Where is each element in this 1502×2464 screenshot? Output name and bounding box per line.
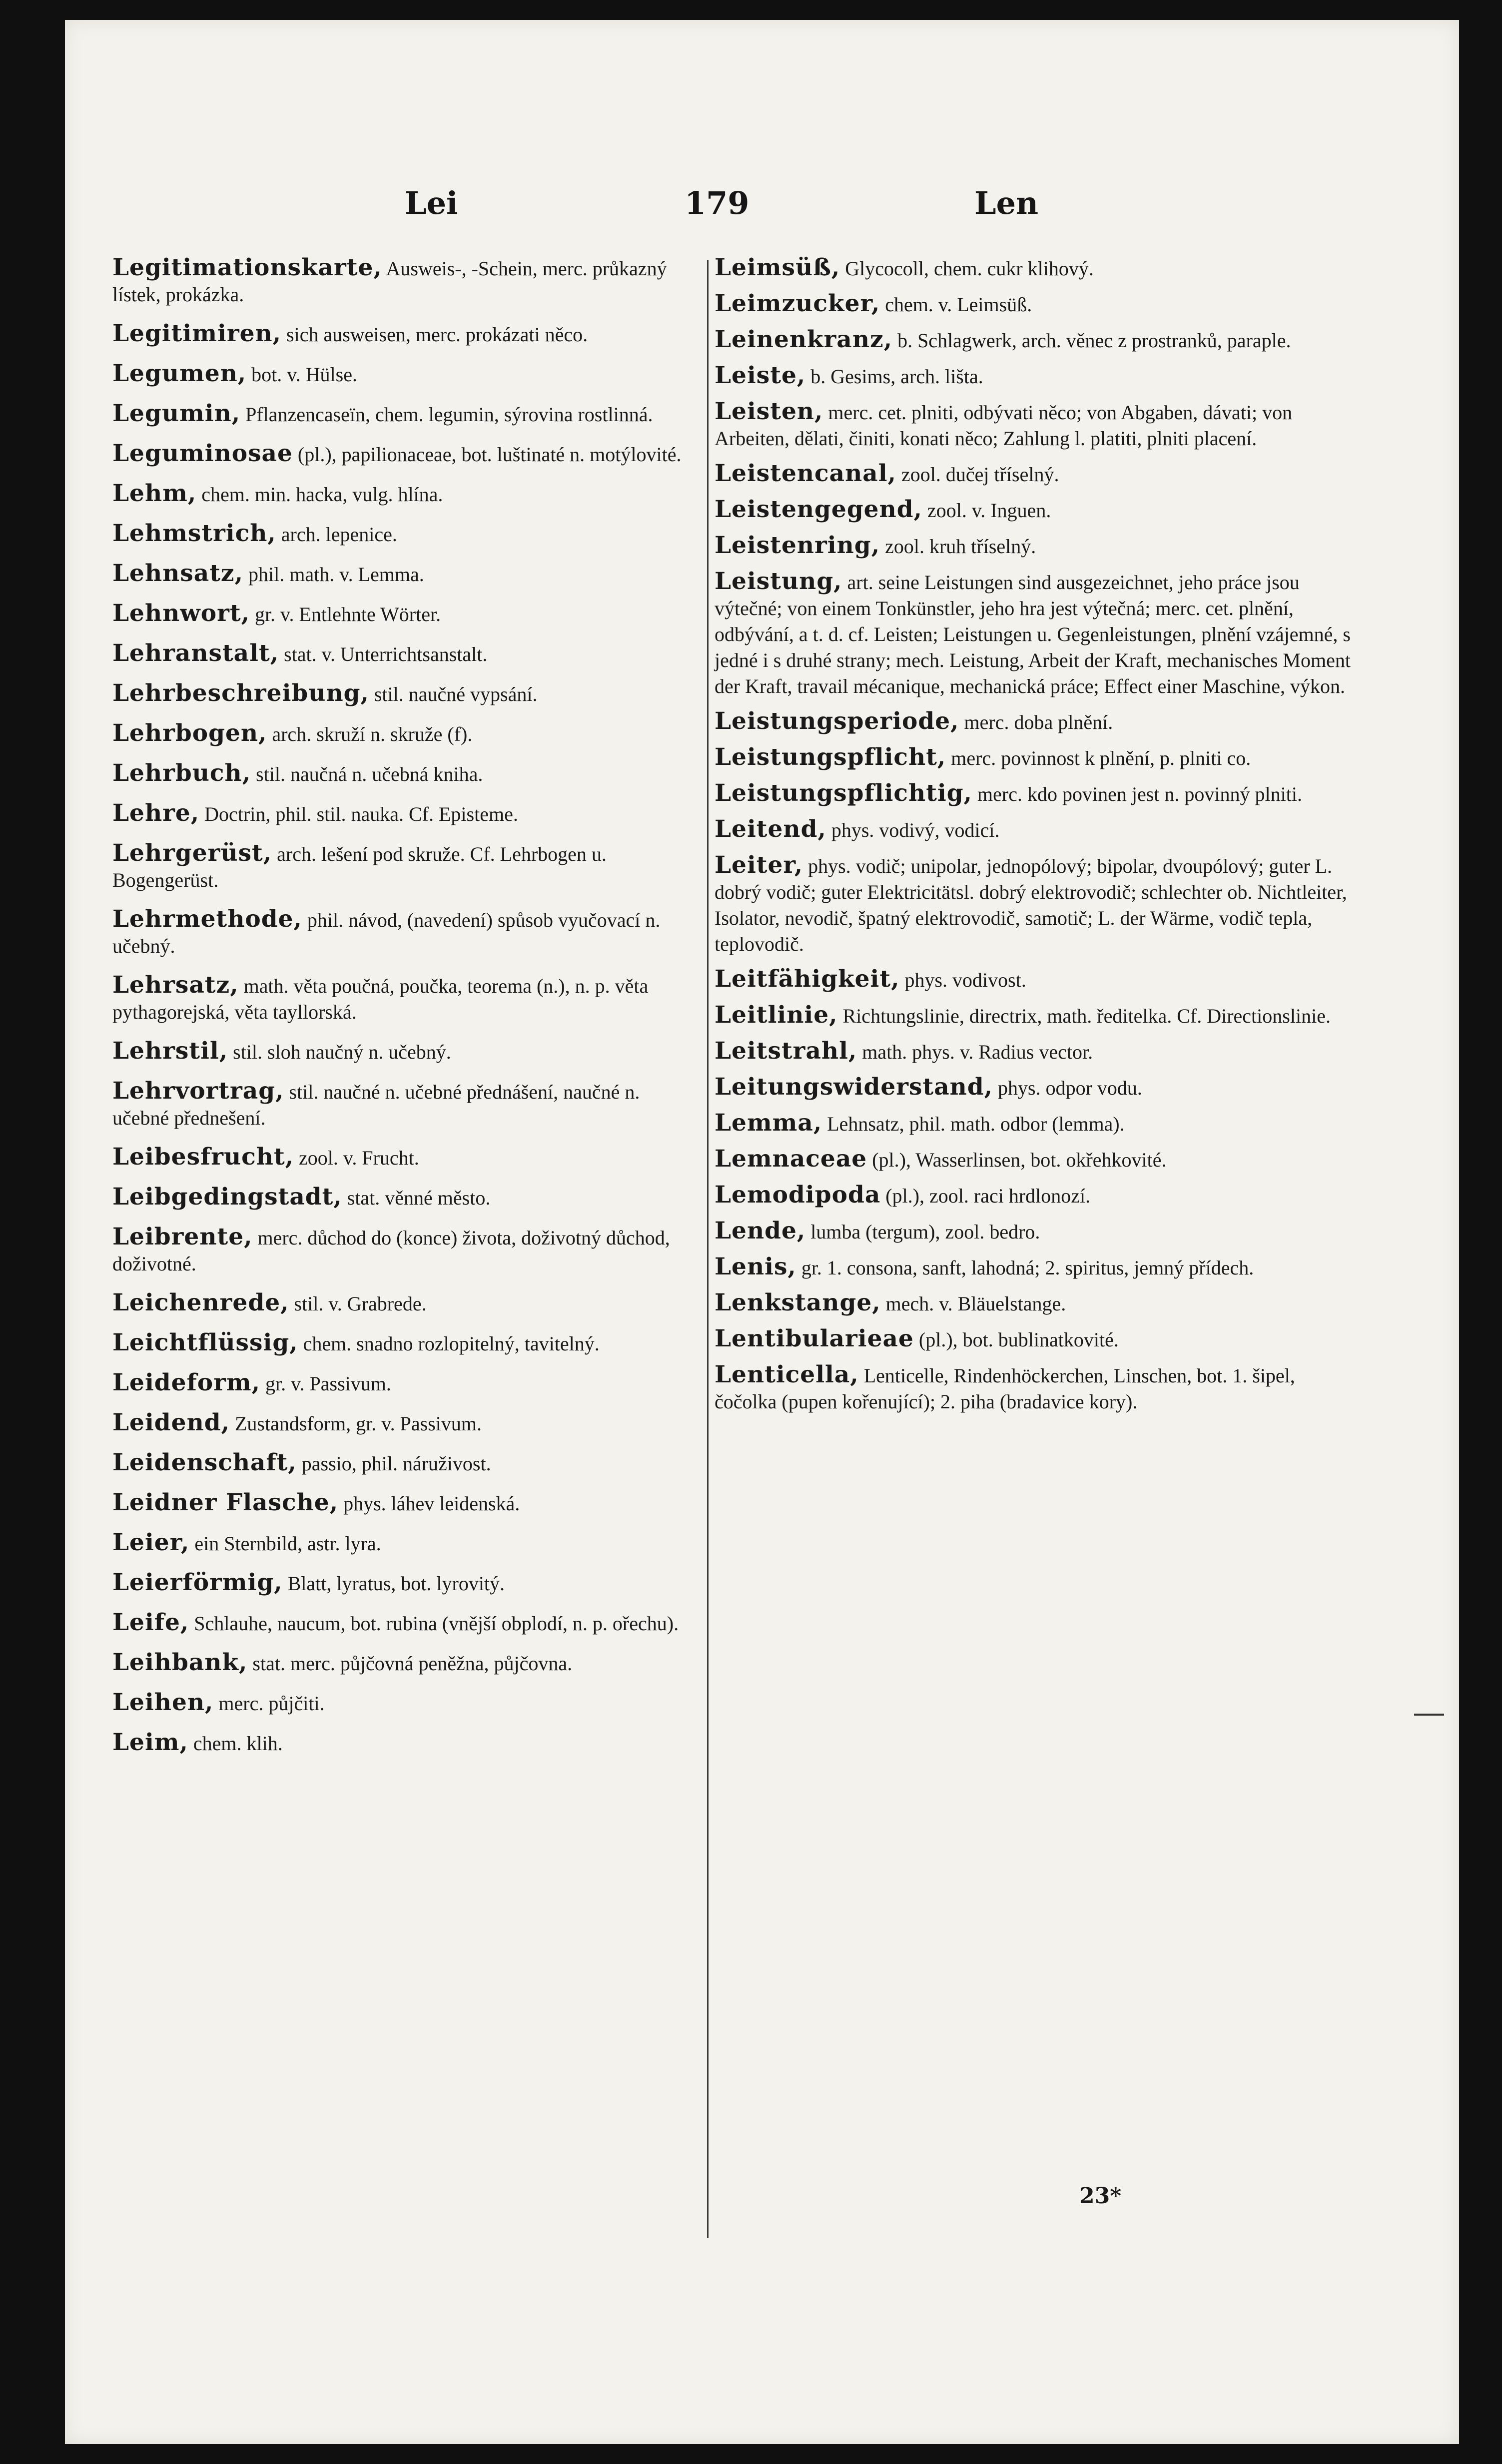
entry-definition: phys. odpor vodu.: [993, 1077, 1142, 1099]
entry-headword: Leideform,: [112, 1369, 260, 1396]
dictionary-entry: [715, 816, 1359, 843]
entry-headword: Leistenring,: [715, 532, 880, 559]
entry-definition: gr. v. Passivum.: [260, 1372, 391, 1395]
dictionary-entry: [112, 361, 697, 388]
entry-headword: Lehre,: [112, 799, 200, 827]
entry-headword: Leitungswiderstand,: [715, 1073, 993, 1101]
dictionary-entry: [715, 1146, 1359, 1173]
entry-definition: phil. návod, (navedení) spůsob vyučovací n. učebný.: [112, 909, 661, 957]
entry-definition: Lenticelle, Rindenhöckerchen, Linschen, bot. 1. šipel, čočolka (pupen kořenující); 2. piha (bradavice kory).: [715, 1364, 1295, 1413]
dictionary-entry: [112, 680, 697, 707]
entry-definition: (pl.), Wasserlinsen, bot. okřehkovité.: [867, 1149, 1167, 1171]
entry-definition: ein Sternbild, astr. lyra.: [189, 1532, 381, 1555]
entry-definition: phys. vodič; unipolar, jednopólový; bipolar, dvoupólový; guter L. dobrý vodič; guter Elektricitätsl. dobrý elektrovodič; schlechter ob. Nichtleiter, Isolator, nevodič, špatný elektrovodič, samotič; L. der Wärme, vodič tepla, teplovodič.: [715, 855, 1347, 955]
entry-definition: Lehnsatz, phil. math. odbor (lemma).: [822, 1113, 1125, 1135]
entry-definition: Blatt, lyratus, bot. lyrovitý.: [282, 1572, 505, 1595]
dictionary-entry: [112, 840, 697, 893]
entry-headword: Leibrente,: [112, 1223, 253, 1250]
entry-definition: merc. cet. plniti, odbývati něco; von Abgaben, dávati; von Arbeiten, dělati, činiti, konati něco; Zahlung l. platiti, plniti placení.: [715, 401, 1293, 450]
entry-definition: (pl.), papilionaceae, bot. luštinaté n. motýlovité.: [292, 443, 682, 466]
entry-definition: stil. naučné vypsání.: [369, 683, 538, 705]
entry-definition: chem. snadno rozlopitelný, tavitelný.: [298, 1332, 600, 1355]
header-right-guide-word: Len: [974, 185, 1039, 221]
entry-definition: gr. 1. consona, sanft, lahodná; 2. spiritus, jemný přídech.: [796, 1256, 1254, 1279]
dictionary-entry: [112, 800, 697, 827]
dictionary-entry: [715, 1182, 1359, 1209]
dictionary-entry: [715, 708, 1359, 735]
dictionary-entry: [715, 1218, 1359, 1245]
entry-headword: Leistungspflichtig,: [715, 779, 973, 807]
margin-dash: [1414, 1714, 1444, 1716]
entry-definition: passio, phil. náruživost.: [296, 1452, 491, 1475]
entry-definition: zool. dučej tříselný.: [896, 463, 1059, 486]
entry-headword: Leimsüß,: [715, 254, 840, 281]
dictionary-entry: [112, 1038, 697, 1065]
dictionary-entry: [112, 601, 697, 627]
entry-headword: Lemma,: [715, 1109, 822, 1137]
entry-definition: b. Gesims, arch. lišta.: [805, 365, 983, 388]
entry-headword: Leihen,: [112, 1689, 214, 1716]
dictionary-entry: [715, 1326, 1359, 1353]
entry-headword: Leistungsperiode,: [715, 707, 959, 735]
entry-headword: Lehrgerüst,: [112, 839, 272, 867]
entry-definition: merc. doba plnění.: [959, 711, 1113, 733]
entry-definition: arch. skruží n. skruže (f).: [267, 723, 473, 745]
dictionary-entry: [715, 399, 1359, 452]
dictionary-entry: [112, 321, 697, 348]
entry-headword: Lehrbeschreibung,: [112, 679, 369, 707]
entry-definition: stat. merc. půjčovná peněžna, půjčovna.: [247, 1652, 573, 1675]
entry-definition: chem. klih.: [188, 1732, 283, 1755]
dictionary-entry: [715, 327, 1359, 354]
entry-definition: phys. vodivost.: [899, 969, 1026, 991]
dictionary-entry: [112, 1690, 697, 1717]
page-number: 179: [685, 185, 750, 221]
entry-headword: Legitimationskarte,: [112, 254, 382, 281]
entry-definition: merc. důchod do (konce) života, doživotný důchod, doživotné.: [112, 1227, 670, 1275]
entry-definition: (pl.), bot. bublinatkovité.: [913, 1328, 1119, 1351]
left-column: [112, 255, 697, 1770]
dictionary-entry: [715, 1002, 1359, 1029]
dictionary-entry: [715, 780, 1359, 807]
entry-headword: Leinenkranz,: [715, 326, 893, 353]
entry-headword: Leihbank,: [112, 1649, 248, 1676]
entry-headword: Leistencanal,: [715, 460, 896, 487]
entry-headword: Lenticella,: [715, 1361, 859, 1388]
entry-definition: phys. vodivý, vodicí.: [826, 819, 1000, 841]
dictionary-entry: [112, 1610, 697, 1637]
entry-definition: Glycocoll, chem. cukr klihový.: [840, 257, 1094, 280]
entry-headword: Legumin,: [112, 400, 241, 427]
entry-headword: Leidner Flasche,: [112, 1489, 339, 1516]
entry-headword: Lehnwort,: [112, 600, 250, 627]
entry-headword: Leitend,: [715, 815, 826, 843]
entry-definition: stat. věnné město.: [342, 1187, 491, 1209]
entry-definition: zool. v. Inguen.: [922, 499, 1051, 522]
entry-definition: Richtungslinie, directrix, math. ředitelka. Cf. Directionslinie.: [837, 1005, 1331, 1027]
entry-headword: Legitimiren,: [112, 320, 282, 347]
entry-headword: Lehrstil,: [112, 1037, 228, 1065]
entry-definition: Zustandsform, gr. v. Passivum.: [229, 1412, 482, 1435]
entry-headword: Leitfähigkeit,: [715, 965, 900, 993]
entry-headword: Leim,: [112, 1729, 188, 1756]
dictionary-entry: [112, 760, 697, 787]
entry-headword: Leidenschaft,: [112, 1449, 297, 1476]
entry-headword: Lende,: [715, 1217, 806, 1244]
dictionary-entry: [112, 1224, 697, 1277]
entry-headword: Leier,: [112, 1529, 190, 1556]
dictionary-entry: [112, 1490, 697, 1517]
entry-headword: Leistung,: [715, 568, 842, 595]
entry-headword: Lemodipoda: [715, 1181, 881, 1209]
dictionary-entry: [112, 441, 697, 468]
entry-definition: Ausweis-, -Schein, merc. průkazný lístek, prokázka.: [112, 257, 667, 306]
dictionary-entry: [112, 1144, 697, 1171]
dictionary-entry: [715, 1110, 1359, 1137]
entry-definition: lumba (tergum), zool. bedro.: [805, 1221, 1040, 1243]
entry-definition: stil. naučné n. učebné přednášení, naučné n. učebné přednešení.: [112, 1081, 640, 1129]
entry-headword: Leibgedingstadt,: [112, 1183, 342, 1211]
entry-headword: Lemnaceae: [715, 1145, 867, 1173]
entry-headword: Lehrbuch,: [112, 759, 251, 787]
entry-definition: art. seine Leistungen sind ausgezeichnet, jeho práce jsou výtečné; von einem Tonkünstler, jeho hra jest výtečná; merc. cet. plnění, odbývání, a t. d. cf. Leisten; Leistungen u. Gegenleistungen, plnění vzájemné, s jedné i s druhé strany; mech. Leistung, Arbeit der Kraft, mechanisches Moment der Kraft, travail mécanique, mechanická práce; Effect einer Maschine, výkon.: [715, 571, 1351, 697]
entry-headword: Lentibularieae: [715, 1325, 914, 1352]
entry-headword: Lehrbogen,: [112, 719, 267, 747]
entry-headword: Lehnsatz,: [112, 560, 243, 587]
dictionary-entry: [112, 255, 697, 308]
entry-definition: sich ausweisen, merc. prokázati něco.: [281, 323, 588, 346]
entry-definition: gr. v. Entlehnte Wörter.: [249, 603, 441, 625]
dictionary-entry: [715, 966, 1359, 993]
entry-definition: mech. v. Bläuelstange.: [880, 1292, 1066, 1315]
entry-definition: (pl.), zool. raci hrdlonozí.: [880, 1185, 1091, 1207]
dictionary-entry: [715, 1074, 1359, 1101]
dictionary-entry: [715, 291, 1359, 318]
entry-definition: arch. lepenice.: [276, 523, 397, 546]
dictionary-entry: [112, 972, 697, 1025]
entry-definition: merc. půjčiti.: [213, 1692, 325, 1715]
dictionary-entry: [715, 1290, 1359, 1317]
dictionary-entry: [715, 497, 1359, 524]
entry-definition: Doctrin, phil. stil. nauka. Cf. Episteme.: [199, 803, 518, 825]
entry-headword: Leife,: [112, 1609, 189, 1636]
dictionary-entry: [715, 461, 1359, 488]
entry-headword: Leidend,: [112, 1409, 230, 1436]
entry-definition: phys. láhev leidenská.: [338, 1492, 520, 1515]
dictionary-entry: [112, 401, 697, 428]
entry-headword: Lehrvortrag,: [112, 1077, 284, 1105]
entry-definition: Pflanzencaseïn, chem. legumin, sýrovina rostlinná.: [240, 403, 653, 426]
entry-definition: phil. math. v. Lemma.: [243, 563, 424, 586]
entry-definition: chem. v. Leimsüß.: [880, 293, 1032, 316]
entry-definition: merc. kdo povinen jest n. povinný plniti.: [972, 783, 1302, 805]
entry-headword: Lenkstange,: [715, 1289, 881, 1316]
dictionary-entry: [112, 561, 697, 588]
entry-definition: chem. min. hacka, vulg. hlína.: [196, 483, 443, 506]
entry-headword: Leitstrahl,: [715, 1037, 857, 1065]
header-left-guide-word: Lei: [405, 185, 458, 221]
dictionary-entry: [112, 1410, 697, 1437]
entry-headword: Leierförmig,: [112, 1569, 283, 1596]
entry-definition: Schlauhe, naucum, bot. rubina (vnější obplodí, n. p. ořechu).: [189, 1612, 679, 1635]
entry-headword: Lehmstrich,: [112, 520, 276, 547]
entry-definition: stil. sloh naučný n. učebný.: [228, 1041, 451, 1063]
dictionary-entry: [715, 852, 1359, 957]
dictionary-page: [65, 20, 1459, 2444]
entry-definition: stil. naučná n. učebná kniha.: [251, 763, 483, 785]
dictionary-entry: [112, 1450, 697, 1477]
signature-mark: 23*: [1079, 2183, 1122, 2209]
entry-definition: arch. lešení pod skruže. Cf. Lehrbogen u. Bogengerüst.: [112, 843, 607, 891]
entry-headword: Lehm,: [112, 480, 197, 507]
entry-definition: zool. kruh tříselný.: [880, 535, 1036, 558]
dictionary-entry: [112, 1078, 697, 1131]
dictionary-entry: [715, 1038, 1359, 1065]
dictionary-entry: [112, 1650, 697, 1677]
entry-headword: Leguminosae: [112, 440, 293, 467]
dictionary-entry: [112, 1330, 697, 1357]
entry-definition: math. věta poučná, poučka, teorema (n.), n. p. věta pythagorejská, věta tayllorská.: [112, 975, 649, 1023]
entry-headword: Leimzucker,: [715, 290, 880, 317]
running-head: [65, 185, 1459, 235]
entry-definition: stil. v. Grabrede.: [289, 1292, 427, 1315]
entry-headword: Leichtflüssig,: [112, 1329, 298, 1356]
dictionary-entry: [112, 1184, 697, 1211]
dictionary-entry: [715, 569, 1359, 699]
entry-definition: math. phys. v. Radius vector.: [857, 1041, 1093, 1063]
column-divider: [707, 260, 709, 2238]
entry-headword: Lehrmethode,: [112, 905, 302, 933]
dictionary-entry: [112, 720, 697, 747]
right-column: [715, 255, 1359, 1424]
entry-headword: Lehranstalt,: [112, 639, 279, 667]
entry-headword: Leichenrede,: [112, 1289, 289, 1316]
entry-headword: Leisten,: [715, 398, 823, 425]
dictionary-entry: [112, 1370, 697, 1397]
dictionary-entry: [112, 1530, 697, 1557]
dictionary-entry: [715, 255, 1359, 282]
entry-headword: Leistengegend,: [715, 496, 922, 523]
dictionary-entry: [112, 906, 697, 959]
dictionary-entry: [112, 1570, 697, 1597]
entry-headword: Leibesfrucht,: [112, 1143, 294, 1171]
entry-headword: Leistungspflicht,: [715, 743, 946, 771]
entry-headword: Lehrsatz,: [112, 971, 239, 999]
dictionary-entry: [112, 521, 697, 548]
entry-definition: bot. v. Hülse.: [246, 363, 357, 386]
dictionary-entry: [715, 744, 1359, 771]
entry-definition: merc. povinnost k plnění, p. plniti co.: [946, 747, 1251, 769]
dictionary-entry: [112, 481, 697, 508]
entry-headword: Leiste,: [715, 362, 806, 389]
entry-definition: b. Schlagwerk, arch. věnec z prostranků, paraple.: [892, 329, 1291, 352]
entry-definition: stat. v. Unterrichtsanstalt.: [279, 643, 488, 665]
dictionary-entry: [715, 1254, 1359, 1281]
dictionary-entry: [112, 640, 697, 667]
entry-definition: zool. v. Frucht.: [294, 1147, 419, 1169]
dictionary-entry: [112, 1290, 697, 1317]
entry-headword: Legumen,: [112, 360, 247, 387]
dictionary-entry: [715, 1362, 1359, 1415]
dictionary-entry: [112, 1730, 697, 1757]
entry-headword: Leitlinie,: [715, 1001, 838, 1029]
entry-headword: Lenis,: [715, 1253, 796, 1280]
dictionary-entry: [715, 533, 1359, 560]
entry-headword: Leiter,: [715, 851, 803, 879]
dictionary-entry: [715, 363, 1359, 390]
